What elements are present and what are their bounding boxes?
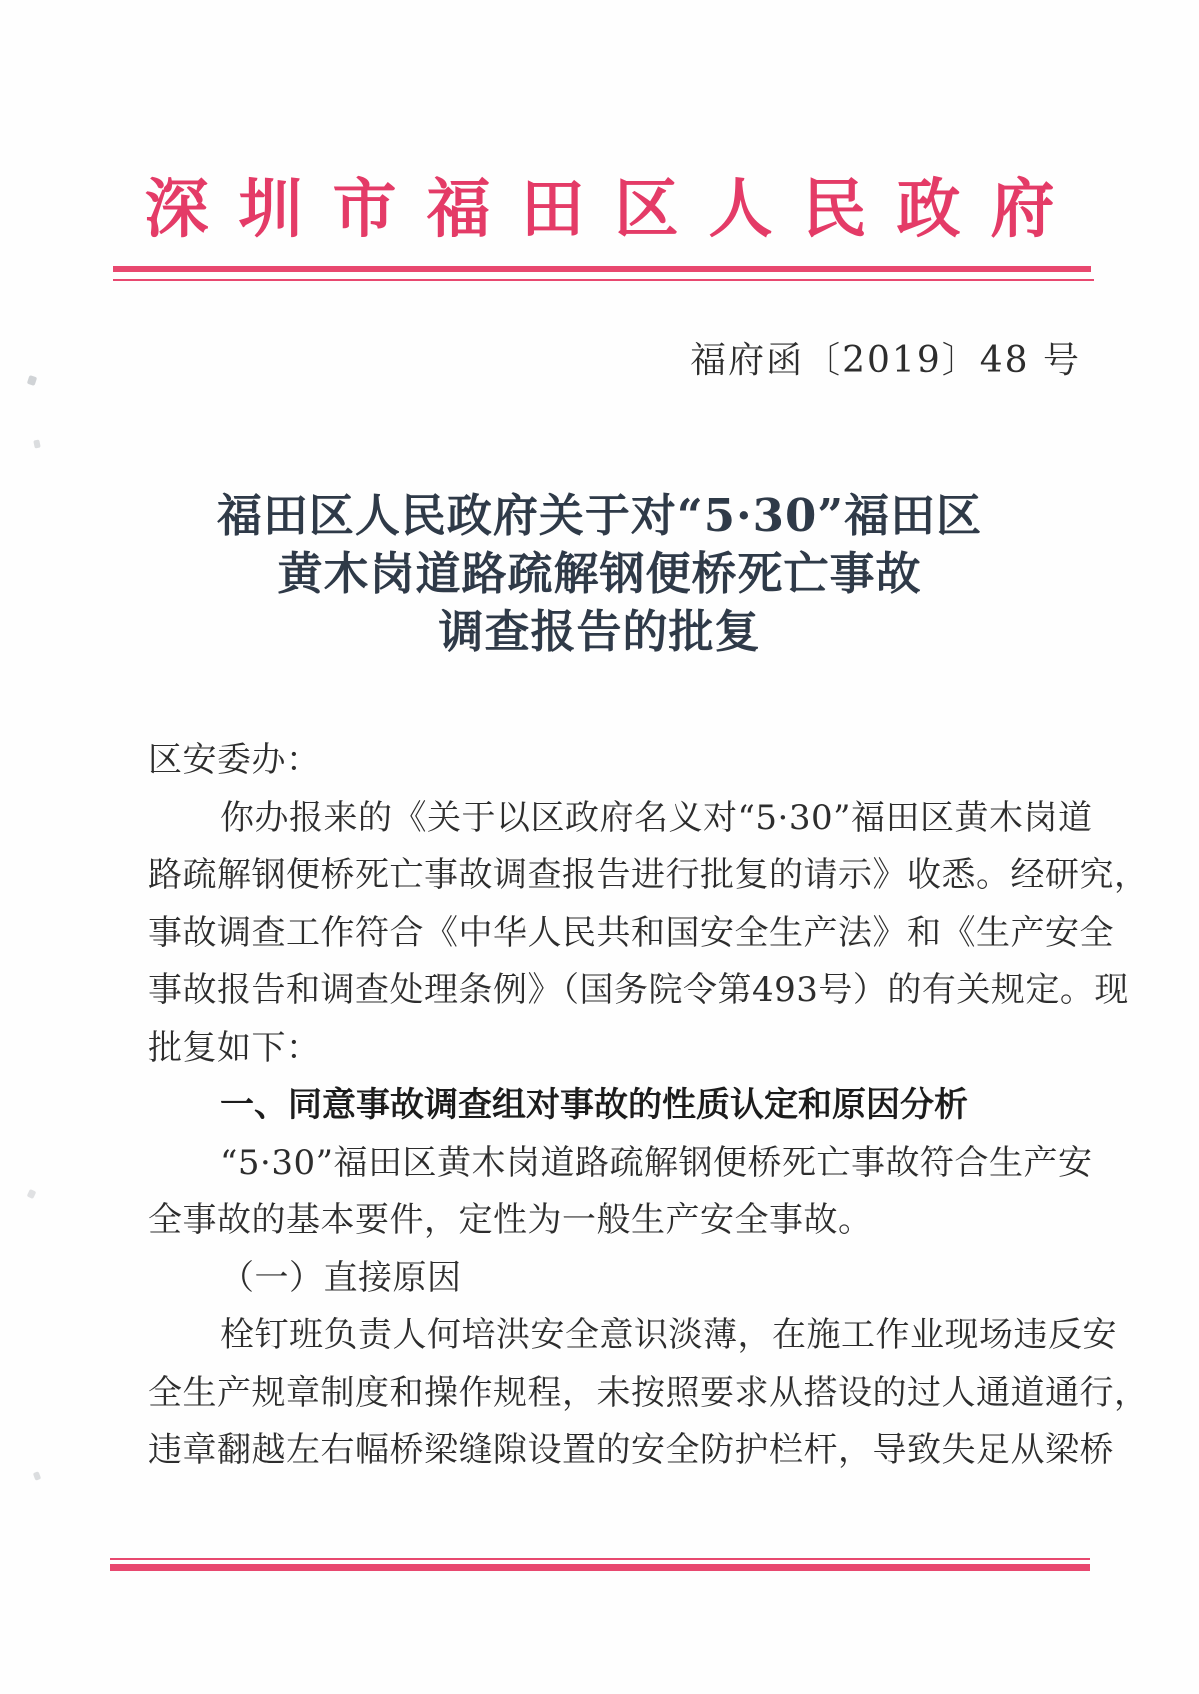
- scan-artifact: [33, 1471, 41, 1481]
- body-line: 你办报来的《关于以区政府名义对“5·30”福田区黄木岗道: [220, 797, 1093, 838]
- header-rule-thick: [113, 266, 1091, 272]
- scan-artifact: [27, 1189, 37, 1199]
- document-title-line-1: 福田区人民政府关于对“5·30”福田区: [216, 489, 983, 542]
- footer-rule-thin: [110, 1558, 1090, 1560]
- body-line: 违章翻越左右幅桥梁缝隙设置的安全防护栏杆，导致失足从梁桥: [148, 1430, 1114, 1470]
- body-line: 区安委办：: [148, 740, 321, 780]
- body-line: 栓钉班负责人何培洪安全意识淡薄，在施工作业现场违反安: [220, 1315, 1117, 1355]
- header-rule-thin: [113, 279, 1094, 281]
- footer-rule-thick: [110, 1564, 1090, 1571]
- body-line: 全事故的基本要件，定性为一般生产安全事故。: [148, 1200, 873, 1240]
- body-line: 批复如下：: [148, 1027, 321, 1068]
- section-heading-line: 一、同意事故调查组对事故的性质认定和原因分析: [220, 1085, 968, 1125]
- letterhead-org-name-text: 深圳市福田区人民政府: [144, 172, 1085, 247]
- body-line: 事故报告和调查处理条例》（国务院令第493号）的有关规定。现: [148, 970, 1129, 1010]
- body-line: 事故调查工作符合《中华人民共和国安全生产法》和《生产安全: [148, 912, 1114, 953]
- document-number: 福府函〔2019〕48 号: [690, 340, 1081, 381]
- body-line: （一）直接原因: [220, 1257, 462, 1298]
- letterhead-org-name: [0, 158, 1199, 250]
- document-title: [0, 487, 1199, 661]
- body-line: 路疏解钢便桥死亡事故调查报告进行批复的请示》收悉。经研究，: [148, 855, 1149, 895]
- document-body: [148, 732, 1149, 1480]
- scan-artifact: [27, 375, 37, 386]
- document-title-line-2: 黄木岗道路疏解钢便桥死亡事故: [277, 547, 922, 600]
- body-line: 全生产规章制度和操作规程，未按照要求从搭设的过人通道通行，: [148, 1372, 1149, 1413]
- body-line: “5·30”福田区黄木岗道路疏解钢便桥死亡事故符合生产安: [220, 1142, 1093, 1183]
- document-title-line-3: 调查报告的批复: [438, 605, 761, 658]
- scan-artifact: [33, 439, 41, 448]
